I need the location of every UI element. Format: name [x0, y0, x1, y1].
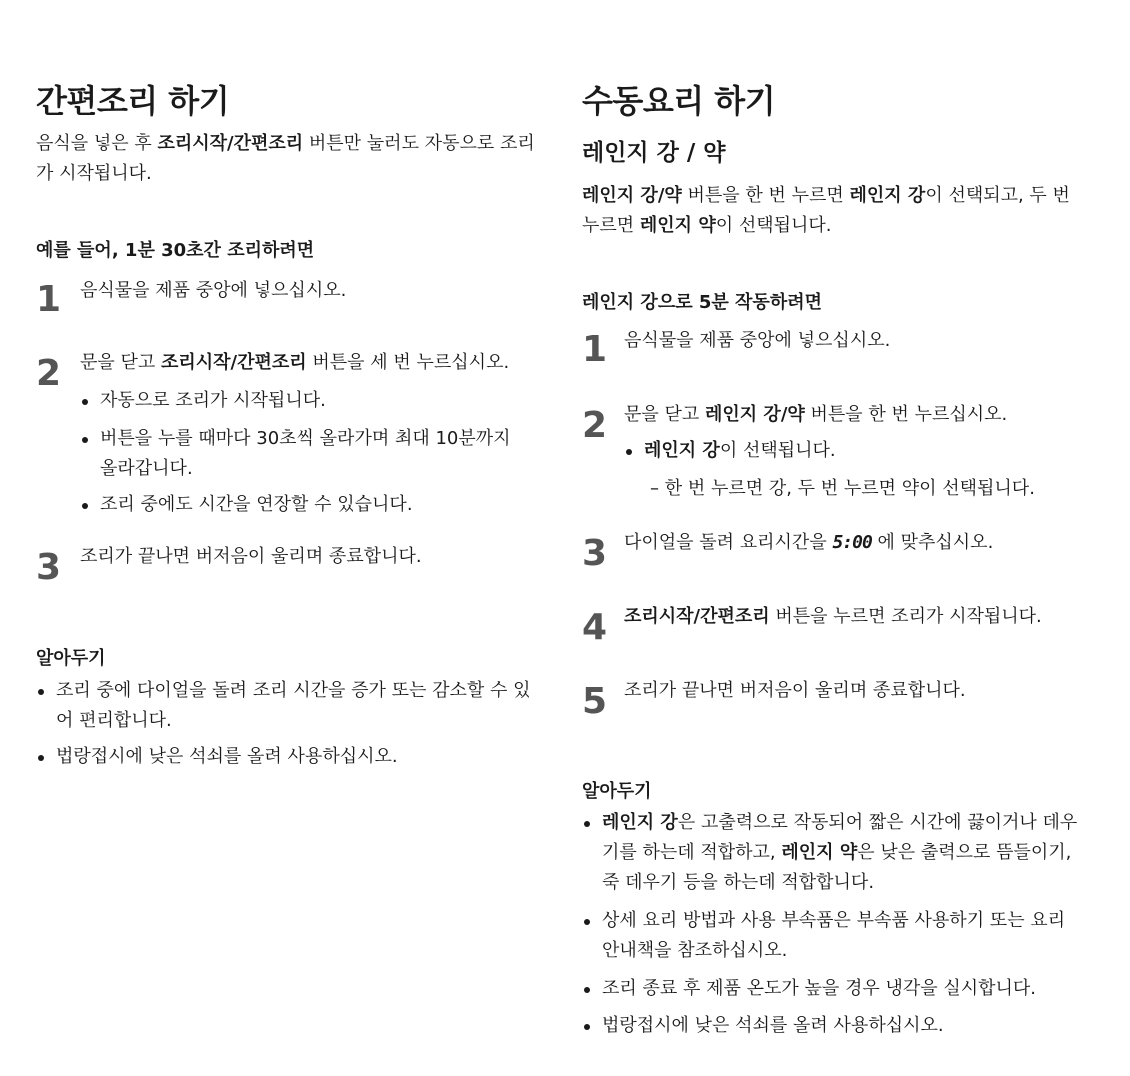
quick-cook-intro: 음식을 넣은 후 조리시작/간편조리 버튼만 눌러도 자동으로 조리가 시작됩니다.	[36, 133, 535, 184]
note-item: 조리 종료 후 제품 온도가 높을 경우 냉각을 실시합니다.	[582, 974, 1036, 1004]
list-item: 레인지 강이 선택됩니다.	[624, 436, 836, 466]
manual-cook-subtitle: 레인지 강 / 약	[582, 140, 726, 166]
step-number: 4	[582, 607, 608, 648]
time-display: 5:00	[832, 532, 872, 553]
step-text: 조리가 끝나면 버저음이 울리며 종료합니다.	[80, 546, 422, 567]
step-text: 음식물을 제품 중앙에 넣으십시오.	[80, 280, 347, 301]
example-heading: 예를 들어, 1분 30초간 조리하려면	[36, 240, 315, 261]
step-text: 조리시작/간편조리 버튼을 누르면 조리가 시작됩니다.	[624, 606, 1042, 627]
quick-cook-title: 간편조리 하기	[36, 82, 230, 120]
note-item: 레인지 강은 고출력으로 작동되어 짧은 시간에 끓이거나 데우기를 하는데 적합하고, 레인지 약은 낮은 출력으로 뜸들이기, 죽 데우기 등을 하는데 적합합니다.	[582, 808, 1080, 898]
manual-cook-title: 수동요리 하기	[582, 82, 776, 120]
step-number: 2	[36, 353, 62, 394]
note-item: 상세 요리 방법과 사용 부속품은 부속품 사용하기 또는 요리 안내책을 참조하십시오.	[582, 906, 1080, 966]
step-number: 2	[582, 405, 608, 446]
step-number: 1	[36, 279, 62, 320]
step-text: 문을 닫고 레인지 강/약 버튼을 한 번 누르십시오.	[624, 404, 1008, 425]
step-number: 3	[582, 533, 608, 574]
note-item: 법랑접시에 낮은 석쇠를 올려 사용하십시오.	[36, 742, 398, 772]
step-text: 음식물을 제품 중앙에 넣으십시오.	[624, 330, 891, 351]
note-heading: 알아두기	[36, 648, 106, 669]
list-item: 조리 중에도 시간을 연장할 수 있습니다.	[80, 490, 413, 520]
note-item: 법랑접시에 낮은 석쇠를 올려 사용하십시오.	[582, 1011, 944, 1041]
list-item: 자동으로 조리가 시작됩니다.	[80, 386, 326, 416]
step-text: 다이얼을 돌려 요리시간을 5:00 에 맞추십시오.	[624, 532, 994, 553]
manual-cook-intro: 레인지 강/약 버튼을 한 번 누르면 레인지 강이 선택되고, 두 번 누르면 레인지 약이 선택됩니다.	[582, 185, 1070, 236]
step-text: 조리가 끝나면 버저음이 울리며 종료합니다.	[624, 680, 966, 701]
step-number: 3	[36, 547, 62, 588]
example-heading: 레인지 강으로 5분 작동하려면	[582, 292, 822, 313]
note-heading: 알아두기	[582, 781, 652, 802]
sub-list-item: – 한 번 누르면 강, 두 번 누르면 약이 선택됩니다.	[650, 478, 1035, 499]
note-item: 조리 중에 다이얼을 돌려 조리 시간을 증가 또는 감소할 수 있어 편리합니다.	[36, 676, 534, 736]
step-text: 문을 닫고 조리시작/간편조리 버튼을 세 번 누르십시오.	[80, 352, 510, 373]
list-item: 버튼을 누를 때마다 30초씩 올라가며 최대 10분까지 올라갑니다.	[80, 424, 530, 484]
step-number: 1	[582, 329, 608, 370]
step-number: 5	[582, 681, 608, 722]
